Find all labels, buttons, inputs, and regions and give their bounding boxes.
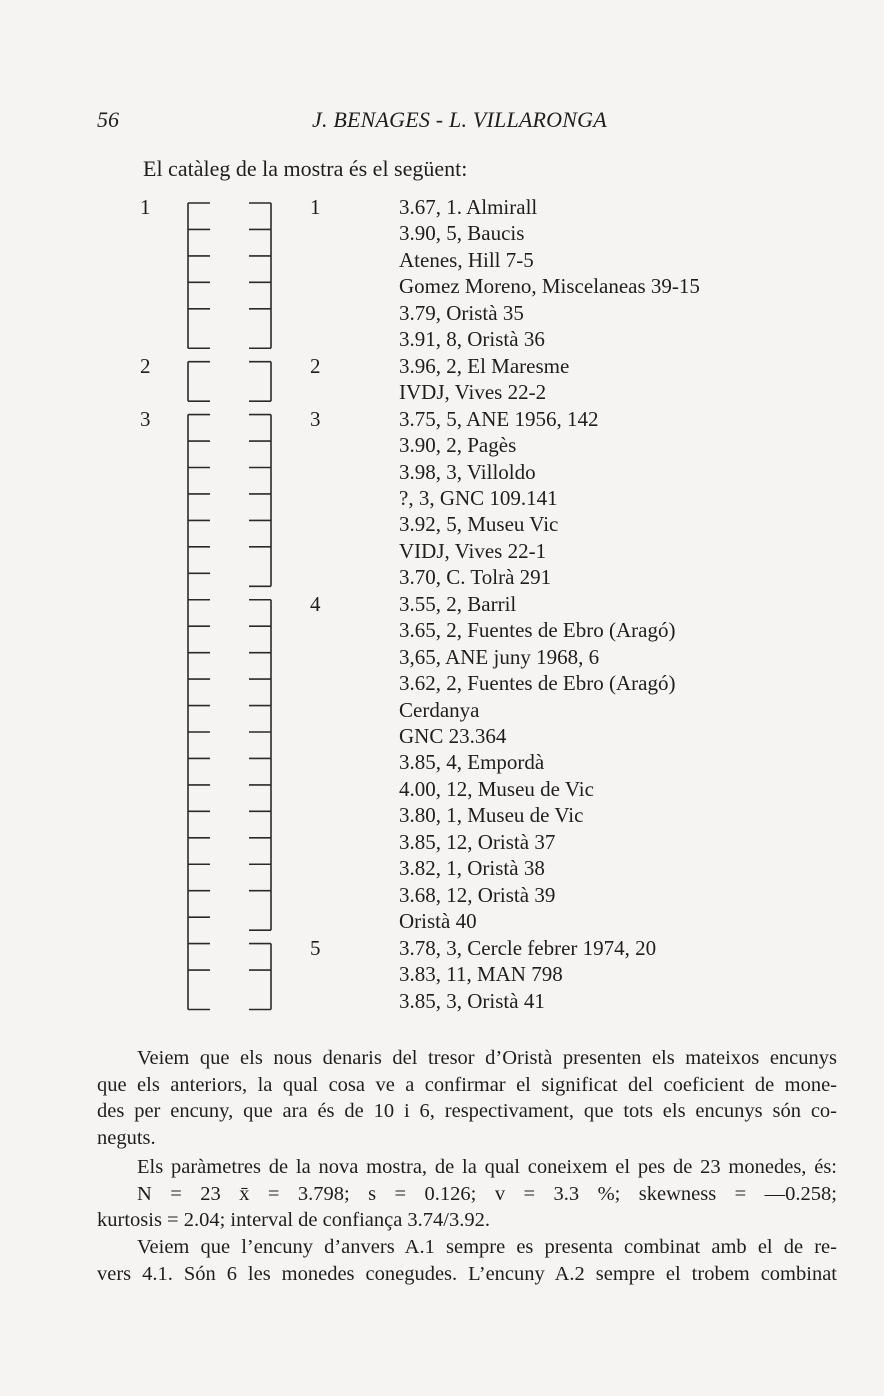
obverse-die-number: 1	[140, 195, 151, 219]
body-paragraph-1	[97, 1045, 837, 1151]
obverse-die-number: 2	[140, 353, 151, 378]
reverse-die-number: 3	[310, 406, 321, 431]
catalog-entry: Oristà 40	[399, 909, 477, 934]
catalog-entry: Gomez Moreno, Miscelaneas 39-15	[399, 274, 700, 299]
page-number: 56	[97, 107, 119, 132]
catalog-entry: 3.55, 2, Barril	[399, 591, 517, 616]
text-line: vers 4.1. Són 6 les monedes conegudes. L’encuny A.2 sempre el trobem combinat	[97, 1262, 837, 1285]
catalog-entry: 3.80, 1, Museu de Vic	[399, 803, 584, 828]
catalog-entry: Atenes, Hill 7-5	[399, 247, 534, 272]
reverse-die-number: 1	[310, 195, 321, 219]
catalog-entry: 3.90, 2, Pagès	[399, 433, 517, 458]
catalog-entry: 3.75, 5, ANE 1956, 142	[399, 406, 599, 431]
catalog-entry: 3.82, 1, Oristà 38	[399, 856, 545, 881]
catalog-entry: 3.85, 4, Empordà	[399, 750, 545, 775]
reverse-die-number: 2	[310, 353, 321, 378]
text-line: Veiem que l’encuny d’anvers A.1 sempre es presenta combinat amb el de re-	[137, 1236, 837, 1258]
catalog-entry: 3.90, 5, Baucis	[399, 221, 525, 246]
catalog-entry: ?, 3, GNC 109.141	[399, 485, 558, 510]
reverse-die-number: 4	[310, 591, 321, 616]
catalog-entry: 3,65, ANE juny 1968, 6	[399, 644, 600, 669]
catalog-entry: 3.62, 2, Fuentes de Ebro (Aragó)	[399, 671, 676, 696]
body-paragraph-3	[97, 1234, 837, 1287]
text-line: kurtosis = 2.04; interval de confiança 3.74/3.92.	[97, 1209, 491, 1232]
body-paragraph-2	[97, 1154, 837, 1234]
obverse-die-number: 3	[140, 406, 151, 431]
catalog-entry: 3.92, 5, Museu Vic	[399, 512, 559, 537]
reverse-die-number: 5	[310, 935, 321, 960]
catalog-entry: 3.91, 8, Oristà 36	[399, 327, 545, 352]
text-line: que els anteriors, la qual cosa ve a confirmar el significat del coeficient de mone-	[97, 1073, 837, 1096]
catalog-entry: 4.00, 12, Museu de Vic	[399, 776, 594, 801]
catalog-entry: 3.67, 1. Almirall	[399, 195, 538, 219]
catalog-entry: 3.65, 2, Fuentes de Ebro (Aragó)	[399, 618, 676, 643]
running-title: J. BENAGES - L. VILLARONGA	[312, 107, 607, 132]
catalog-entry: 3.96, 2, El Maresme	[399, 353, 570, 378]
statistics-line: N = 23 x̄ = 3.798; s = 0.126; v = 3.3 %; skewness = —0.258;	[137, 1182, 837, 1205]
text-line: Els paràmetres de la nova mostra, de la qual coneixem el pes de 23 monedes, és:	[137, 1156, 837, 1178]
text-line: des per encuny, que ara és de 10 i 6, respectivament, que tots els encunys són co-	[97, 1100, 837, 1123]
text-line: neguts.	[97, 1126, 156, 1149]
text-line: Veiem que els nous denaris del tresor d’Oristà presenten els mateixos encunys	[137, 1047, 837, 1069]
catalog-entry: Cerdanya	[399, 697, 480, 722]
catalog-intro: El catàleg de la mostra és el següent:	[143, 156, 468, 181]
catalog-entry: 3.85, 3, Oristà 41	[399, 988, 545, 1013]
catalog-entry: 3.70, C. Tolrà 291	[399, 565, 552, 590]
catalog-entry: 3.98, 3, Villoldo	[399, 459, 536, 484]
catalog-entry: 3.85, 12, Oristà 37	[399, 829, 556, 854]
catalog-entry: 3.83, 11, MAN 798	[399, 962, 563, 987]
catalog-entry: GNC 23.364	[399, 724, 507, 748]
catalog-entry: IVDJ, Vives 22-2	[399, 380, 547, 405]
catalog-entry: 3.79, Oristà 35	[399, 300, 524, 325]
catalog-entry: 3.68, 12, Oristà 39	[399, 882, 556, 907]
catalog-entry: VIDJ, Vives 22-1	[399, 538, 547, 563]
catalog-entry: 3.78, 3, Cercle febrer 1974, 20	[399, 935, 657, 960]
